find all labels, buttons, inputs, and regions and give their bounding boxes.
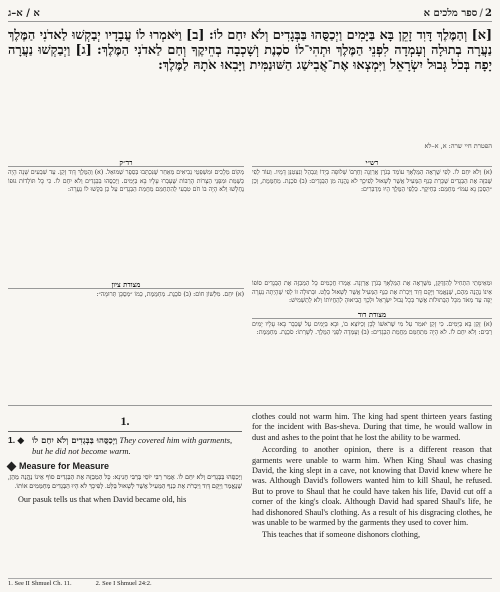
metzudat-david-text: (א) זָקֵן בָּא בַּיָּמִים. כִּי זָקֵן יֹאמַר עַל מִי שֶׁרֹאשׁוֹ לָבָן וְכַיּוֹצֵא בוֹ, וּבָא בַּיָּמִים עַל שֶׁכְּבָר בָּאוּ עָלָיו יָמִים רַבִּים: וְלֹא יִחַם לוֹ. לֹא הָיָה מִתְחַמֵּם מֵחֲמַת הַבְּגָדִים: (ב) וְעָמְדָה לִפְנֵי הַמֶּלֶךְ. לְשָׁרְתוֹ: סֹכֶנֶת. מְחַמֶּמֶת:	[252, 320, 492, 337]
verse-block	[8, 28, 492, 154]
rashi-continued: וּמֵאֵימָתַי הִתְחִיל לְהִזְדַּקֵּן, מִשֶּׁרָאָה אֶת הַמַּלְאָךְ בְּגֹרֶן אֲרַוְנָה. אָמְרוּ חֲכָמִים כָּל הַמְבַזֶּה אֶת הַבְּגָדִים סוֹפוֹ אֵינוֹ נֶהֱנֶה מֵהֶם, שֶׁנֶּאֱמַר וַיָּקָם דָּוִד וַיִּכְרֹת אֶת כְּנַף הַמְּעִיל אֲשֶׁר לְשָׁאוּל בַּלָּט. וּבְתוּלָה זוֹ לְפִי שֶׁהָיְתָה נְעָרָה יָפָה עַד מְאֹד מִכָּל הַבְּתוּלוֹת אֲשֶׁר בְּכָל גְּבוּל יִשְׂרָאֵל וּלְכָךְ הֱבִיאוּהָ לְהַחֲיוֹתוֹ וְלֹא לְתַשְׁמִישׁ:	[252, 280, 492, 305]
running-title: 2/ספר מלכים א	[423, 8, 492, 19]
entry-english: They covered him with garments, but he did not become warm.	[32, 435, 233, 456]
chapter-reference: א / א–ג	[8, 8, 40, 19]
metzudat-david-title: מצודת דוד	[252, 310, 492, 319]
entry-label: 1. ◆	[8, 435, 24, 445]
measure-hebrew-text: וַיְכַסֻּהוּ בַּבְּגָדִים וְלֹא יִחַם לוֹ. אָמַר רַבִּי יוֹסֵי בְּרַבִּי חֲנִינָא: כָּל הַמְבַזֶּה אֶת הַבְּגָדִים סוֹף אֵינוֹ נֶהֱנֶה מֵהֶן, שֶׁנֶּאֱמַר וַיָּקָם דָּוִד וַיִּכְרֹת אֶת כְּנַף הַמְּעִיל אֲשֶׁר לְשָׁאוּל בַּלָּט. לְפִיכָךְ לֹא הָיוּ הַבְּגָדִים מְחַמְּמִים אוֹתוֹ.	[8, 474, 242, 490]
entry-heading	[8, 435, 242, 456]
english-paragraph: Our pasuk tells us that when David became old, his	[18, 494, 187, 504]
page-number: 2	[485, 8, 492, 19]
english-paragraph: clothes could not warm him. The king had spent thirteen years fasting for the incident with Bas-sheva. During that time, he would wallow in dust and ashes to the point that he lost the ability to be warmed.	[252, 412, 492, 442]
footnote: 2. See I Shmuel 24:2.	[95, 580, 152, 587]
lower-right-column	[252, 280, 492, 338]
measure-heading	[8, 461, 242, 471]
haftarah-note: הפטרת חיי שרה: א, א–לא	[424, 142, 492, 150]
measure-title: Measure for Measure	[19, 461, 110, 471]
radak-text: מְקוֹם מְלָכִים וּמִשְׁפְּטֵי נְבִיאִים מֵאַחַר שֶׁנִּכְתְּבוּ בְּסֵפֶר שְׁמוּאֵל. (א) וְהַמֶּלֶךְ דָּוִד זָקֵן. עַד שִׁבְעִים שָׁנָה הָיָה כְּשֶׁמֵּת וּמִפְּנֵי הַצָּרוֹת הָרַבּוֹת שֶׁעָבְרוּ עָלָיו בָּא בַּיָּמִים. וַיְכַסֻּהוּ בַּבְּגָדִים וְלֹא יִחַם לוֹ. כִּי כָּל תּוֹלְדוֹת גּוּפוֹ נֶחְלָשׁוּ וְלֹא הָיָה בוֹ חֹם טִבְעִי לְהִתְחַמֵּם מֵחֲמַת הַבְּגָדִים עַל כֵּן בִּקְשׁוּ לוֹ נַעֲרָה:	[8, 169, 244, 194]
section-divider	[8, 405, 492, 406]
diamond-icon	[7, 461, 17, 471]
rashi-title: רש״י	[252, 158, 492, 167]
page-header	[8, 6, 492, 22]
hebrew-verse: [א] וְהַמֶּלֶךְ דָּוִד זָקֵן בָּא בַּיָּמִים וַיְכַסֻּהוּ בַּבְּגָדִים וְלֹא יִחַם לוֹ: [ב] וַיֹּאמְרוּ לוֹ עֲבָדָיו יְבַקְשׁוּ לַאדֹנִי הַמֶּלֶךְ נַעֲרָה בְתוּלָה וְעָמְדָה לִפְנֵי הַמֶּלֶךְ וּתְהִי־לוֹ סֹכֶנֶת וְשָׁכְבָה בְחֵיקֶךָ וְחַם לַאדֹנִי הַמֶּלֶךְ: [ג] וַיְבַקְשׁוּ נַעֲרָה יָפָה בְּכֹל גְּבוּל יִשְׂרָאֵל וַיִּמְצְאוּ אֶת־אֲבִישַׁג הַשּׁוּנַמִּית וַיָּבִאוּ אֹתָהּ לַמֶּלֶךְ:	[8, 28, 492, 74]
rashi-column	[252, 158, 492, 195]
metzudat-zion-title: מצודת ציון	[8, 280, 244, 289]
footnote: 1. See II Shmuel Ch. 11.	[8, 580, 72, 587]
english-left-column	[8, 412, 242, 507]
rashi-text: (א) וְלֹא יִחַם לוֹ. לְפִי שֶׁרָאָה הַמַּלְאָךְ עוֹמֵד בְּגֹרֶן אֲרַוְנָה וְחַרְבּוֹ שְׁלוּפָה בְּיָדוֹ וְנִבְהַל וְנִצְטַנֵּן דָּמָיו. וְעוֹד לְפִי שֶׁבִּזָּה אֶת הַבְּגָדִים שֶׁכָּרַת כְּנַף הַמְּעִיל אֲשֶׁר לְשָׁאוּל לְפִיכָךְ לֹא נֶהֱנָה מִן הַבְּגָדִים: (ב) סֹכֶנֶת. מְחַמֶּמֶת, וְכֵן ״הַסְכֵּן נָא עִמּוֹ״ מְחַמֵּם: בְּחֵיקֶךָ. כְּלַפֵּי הַמֶּלֶךְ הָיוּ מְדַבְּרִים:	[252, 169, 492, 194]
radak-title: רד״ק	[8, 158, 244, 167]
book-title: ספר מלכים א	[423, 8, 478, 19]
english-paragraph: This teaches that if someone dishonors clothing,	[262, 530, 421, 540]
commentary-section	[8, 158, 492, 404]
metzudat-zion-text: (א) יִחַם. מִלְּשׁוֹן חוֹם: (ב) סֹכֶנֶת. מְחַמֶּמֶת, כְּמוֹ ״מְסֻכָּן תְּרוּמָה״:	[96, 291, 244, 298]
footnotes	[8, 578, 492, 590]
english-section	[8, 412, 492, 580]
entry-hebrew: וַיְכַסֻּהוּ בַּבְּגָדִים וְלֹא יִחַם לוֹ	[32, 436, 118, 446]
section-rule	[8, 431, 242, 432]
english-paragraph: According to another opinion, there is a different reason that garments were unable to warm him. When King Shaul was chasing David, the king slept in a cave, not knowing that David knew where he was. Although David's followers wanted him to kill Shaul, he refused. But to prove to Shaul that he could have taken his life, David cut off a corner of the king's cloak. Although David had spared Shaul's life, he had dishonored Shaul's clothing. As a result of his disgracing clothes, he was unable to be warmed by the garments they used to cover him.	[252, 445, 492, 528]
radak-column	[8, 158, 244, 195]
english-right-column	[252, 412, 492, 543]
section-number: 1.	[120, 414, 130, 428]
lower-left-column	[8, 280, 244, 300]
english-body-left	[8, 495, 242, 505]
